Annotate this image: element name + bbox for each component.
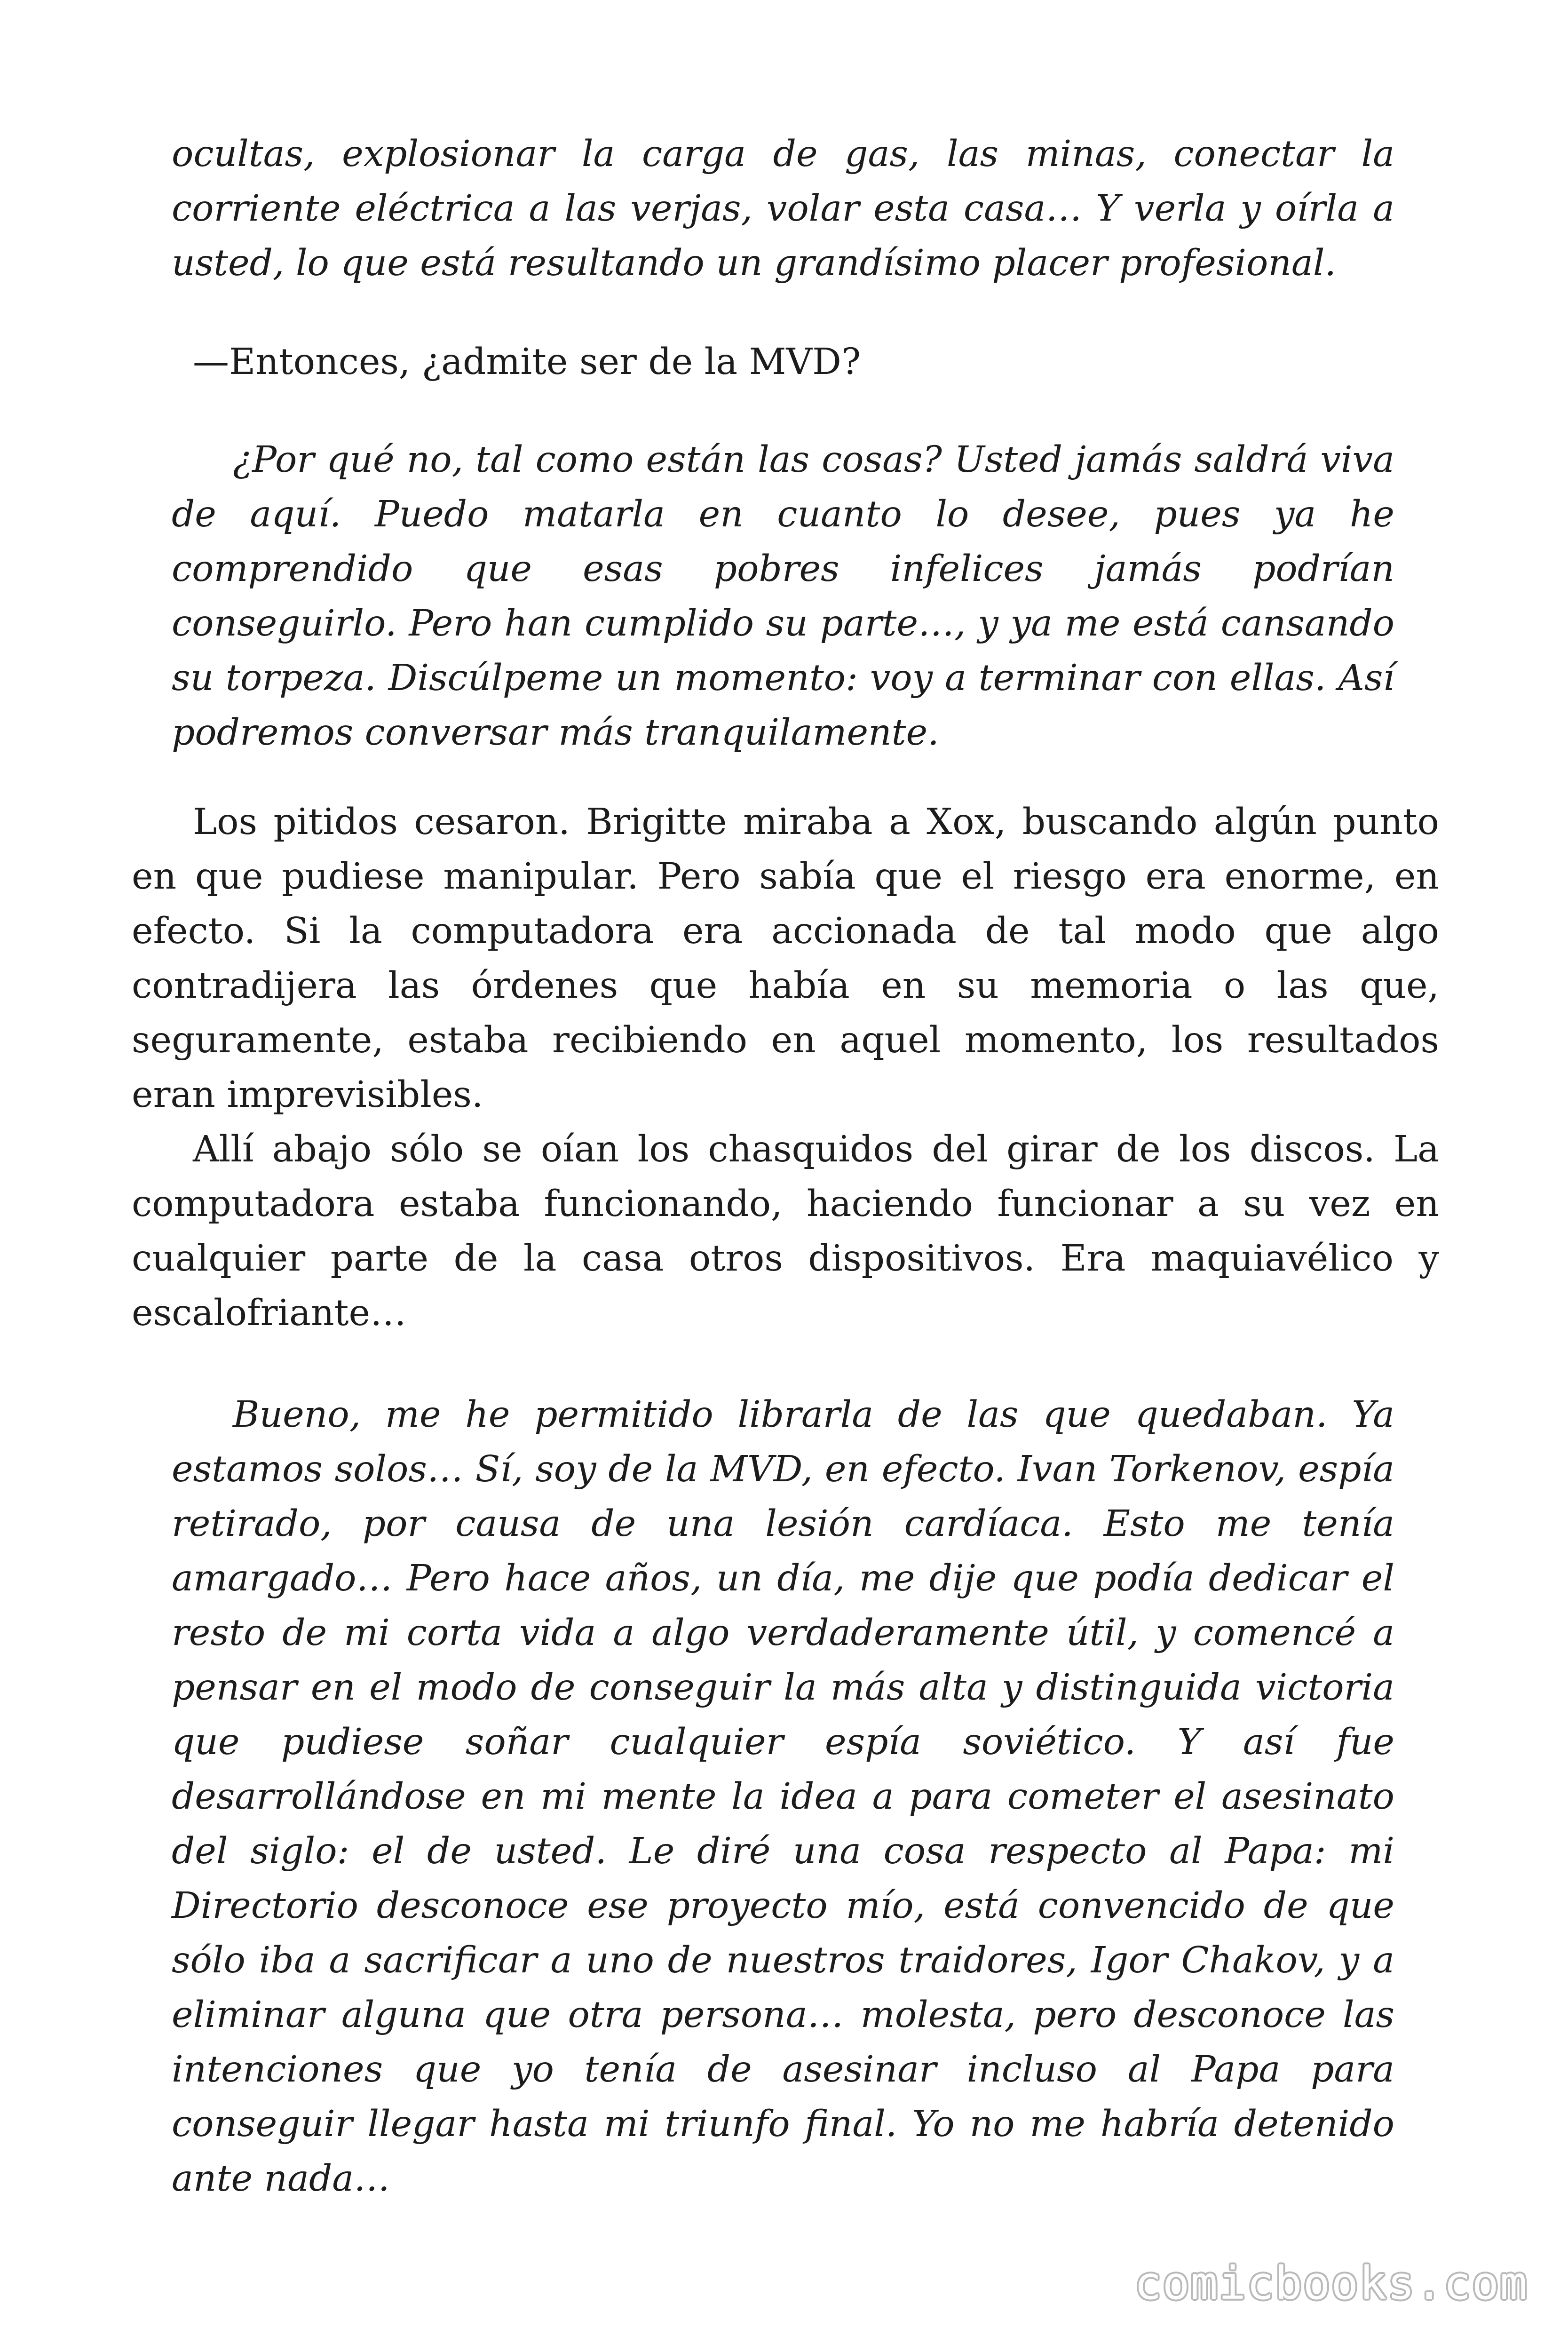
paragraph-bueno: Bueno, me he permitido librarla de las que quedaban. Ya estamos solos… Sí, soy de la MVD, en efecto. Ivan Torkenov, espía retirado, por causa de una lesión cardíaca. Esto me tenía amargado… Pero hace años, un día, me dije que podía dedicar el resto de mi corta vida a algo verdaderamente útil, y comencé a pensar en el modo de conseguir la más alta y distinguida victoria que pudiese soñar cualquier espía soviético. Y así fue desarrollándose en mi mente la idea a para cometer el asesinato del siglo: el de usted. Le diré una cosa respecto al Papa: mi Directorio desconoce ese proyecto mío, está convencido de que sólo iba a sacrificar a uno de nuestros traidores, Igor Chakov, y a eliminar alguna que otra persona… molesta, pero desconoce las intenciones que yo tenía de asesinar incluso al Papa para conseguir llegar hasta mi triunfo final. Yo no me habría detenido ante nada…: [172, 1394, 1394, 2200]
text-block-computer-speech-3: [172, 1388, 1394, 2206]
text-block-narration: [132, 795, 1439, 1341]
paragraph-ocultas: ocultas, explosionar la carga de gas, las minas, conectar la corriente eléctrica a las verjas, volar esta casa… Y verla y oírla a usted, lo que está resultando un grandísimo placer profesional.: [172, 133, 1394, 284]
text-block-computer-speech-2: [172, 433, 1394, 760]
paragraph-alli-abajo: Allí abajo sólo se oían los chasquidos del girar de los discos. La computadora estaba funcionando, haciendo funcionar a su vez en cualquier parte de la casa otros dispositivos. Era maquiavélico y escalofriante…: [132, 1128, 1439, 1334]
watermark-logo: comicbooks.com: [1134, 2257, 1528, 2310]
paragraph-pitidos: Los pitidos cesaron. Brigitte miraba a Xox, buscando algún punto en que pudiese manipular. Pero sabía que el riesgo era enorme, en efecto. Si la computadora era accionada de tal modo que algo contradijera las órdenes que había en su memoria o las que, seguramente, estaba recibiendo en aquel momento, los resultados eran imprevisibles.: [132, 801, 1439, 1116]
text-block-computer-speech-1: [172, 127, 1394, 291]
paragraph-por-que-no: ¿Por qué no, tal como están las cosas? Usted jamás saldrá viva de aquí. Puedo matarla en cuanto lo desee, pues ya he comprendido que esas pobres infelices jamás podrían conseguirlo. Pero han cumplido su parte…, y ya me está cansando su torpeza. Discúlpeme un momento: voy a terminar con ellas. Así podremos conversar más tranquilamente.: [172, 439, 1394, 754]
dialogue-line-entonces: —Entonces, ¿admite ser de la MVD?: [193, 341, 861, 383]
